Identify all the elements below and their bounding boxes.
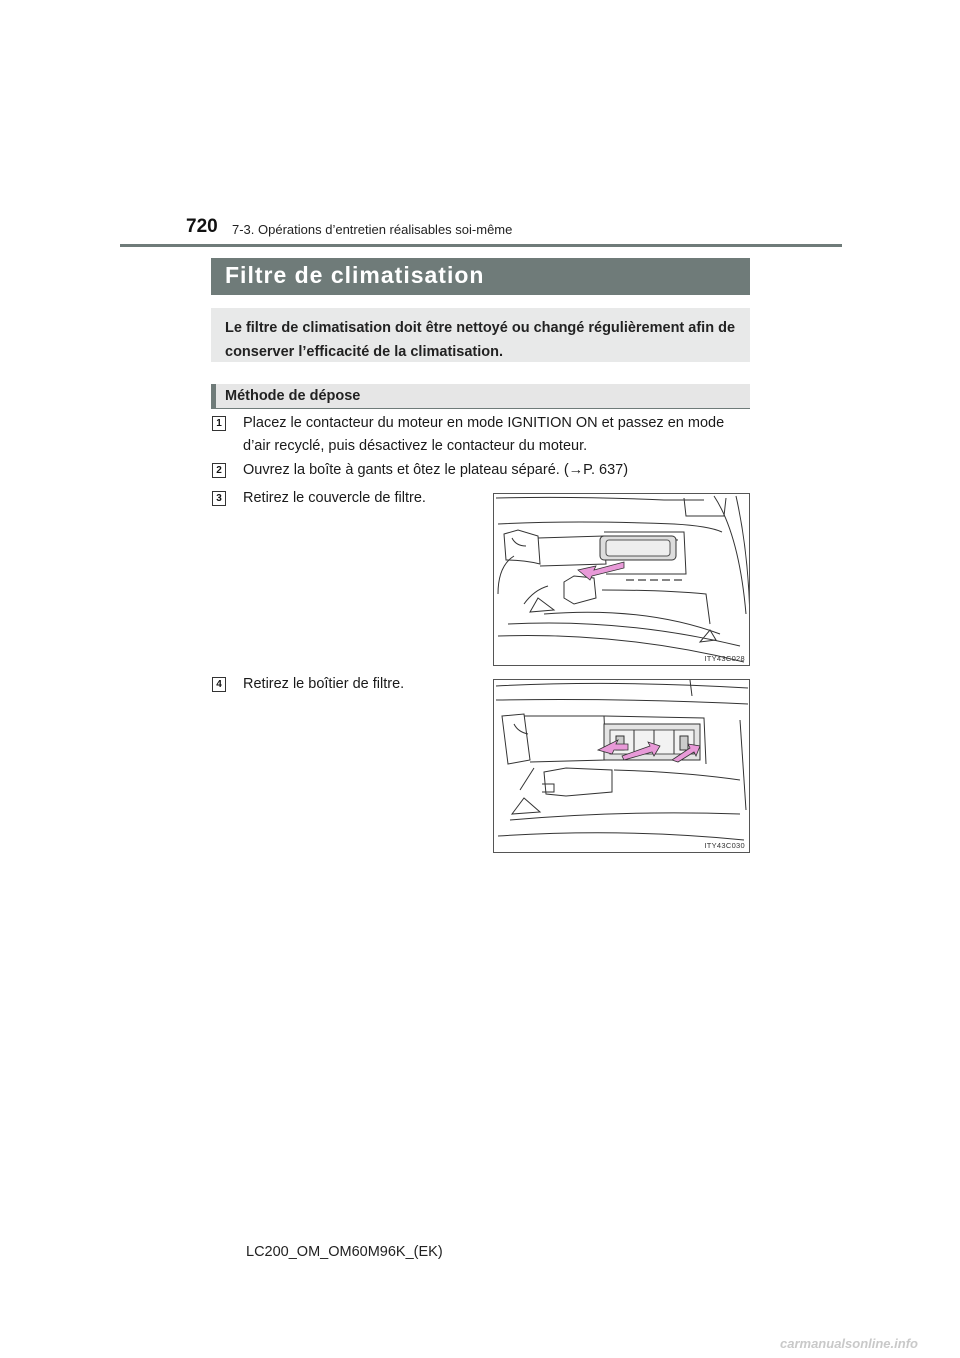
header-rule <box>120 244 842 247</box>
subsection-title: Méthode de dépose <box>225 388 361 404</box>
step-text-2: Ouvrez la boîte à gants et ôtez le plateau séparé. (→P. 637) <box>243 462 629 478</box>
glovebox-cover-illustration <box>494 494 750 666</box>
step-text-4: Retirez le boîtier de filtre. <box>243 676 405 692</box>
figure-filter-case <box>493 679 750 853</box>
page-number: 720 <box>186 216 218 237</box>
filter-case-illustration <box>494 680 750 853</box>
footer-doc-code: LC200_OM_OM60M96K_(EK) <box>246 1244 443 1260</box>
figure-code: ITY43C028 <box>704 654 745 663</box>
step-number-1: 1 <box>212 416 226 431</box>
watermark: carmanualsonline.info <box>780 1336 918 1351</box>
step-number-4: 4 <box>212 677 226 692</box>
intro-box: Le filtre de climatisation doit être nettoyé ou changé régulièrement afin de conserver l’efficacité de la climatisation. <box>211 308 750 362</box>
subsection-bar <box>211 384 750 408</box>
step-number-2: 2 <box>212 463 226 478</box>
step-text-3: Retirez le couvercle de filtre. <box>243 490 426 506</box>
figure-filter-cover <box>493 493 750 666</box>
chapter-title: 7-3. Opérations d’entretien réalisables soi-même <box>232 222 513 237</box>
section-title: Filtre de climatisation <box>225 262 485 288</box>
step-text-1: Placez le contacteur du moteur en mode IGNITION ON et passez en mode d’air recyclé, puis désactivez le contacteur du moteur. <box>243 415 725 454</box>
section-title-bar <box>211 258 750 295</box>
step-number-3: 3 <box>212 491 226 506</box>
figure-code: ITY43C030 <box>704 841 745 850</box>
